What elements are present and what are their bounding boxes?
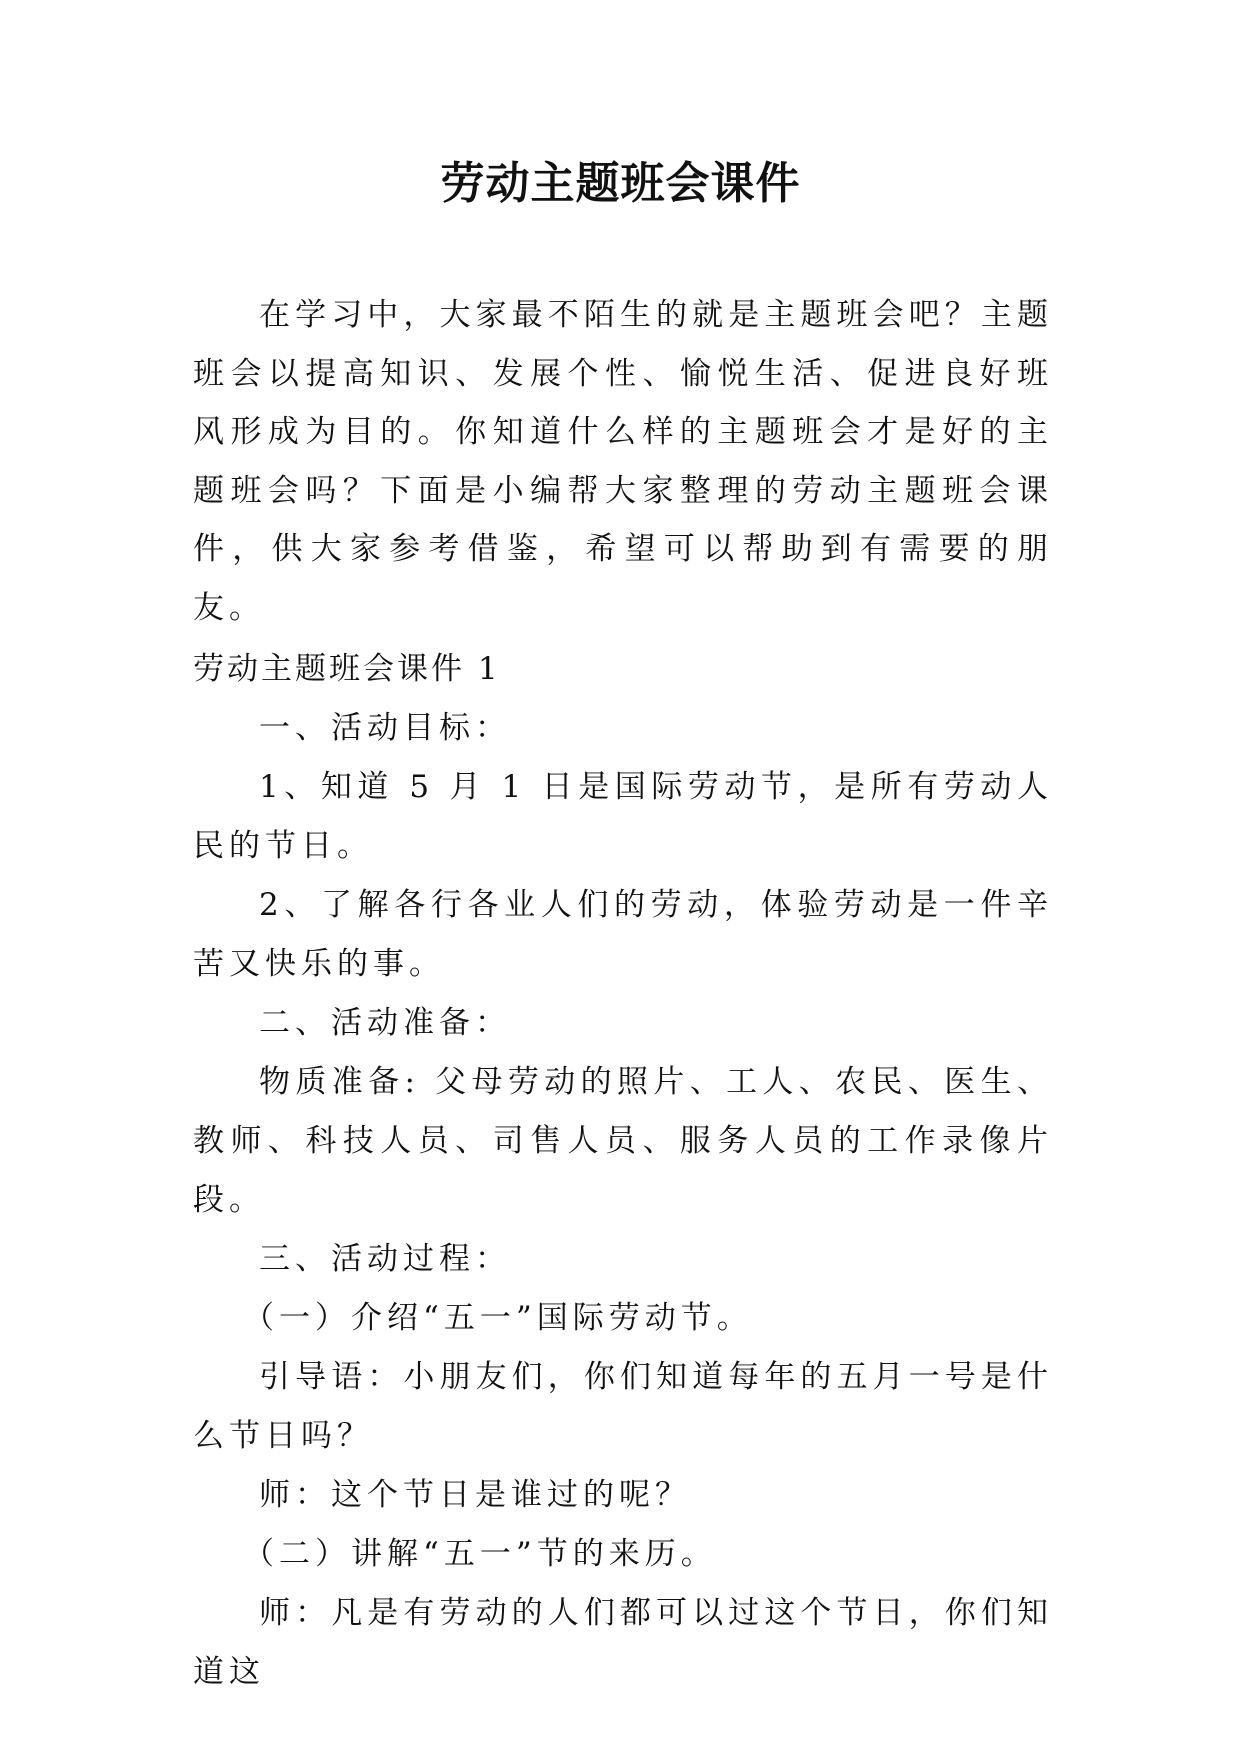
activity-prep-heading: 二、活动准备：: [259, 1005, 511, 1041]
process-step-2: （二）讲解“五一”节的来历。: [243, 1536, 717, 1572]
guide-text-paragraph: 引导语：小朋友们，你们知道每年的五月一号是什么节日吗？: [193, 1359, 1053, 1454]
goal-item-1: 1、知道 5 月 1 日是国际劳动节，是所有劳动人民的节日。: [193, 769, 1053, 864]
intro-paragraph: 在学习中，大家最不陌生的就是主题班会吧？主题班会以提高知识、发展个性、愉悦生活、促进良好班风形成为目的。你知道什么样的主题班会才是好的主题班会吗？下面是小编帮大家整理的劳动主题班会课件，供大家参考借鉴，希望可以帮助到有需要的朋友。: [193, 297, 1053, 626]
document-title: 劳动主题班会课件: [440, 158, 801, 209]
teacher-question-paragraph: 师：这个节日是谁过的呢？: [259, 1477, 691, 1513]
material-prep-paragraph: 物质准备: 父母劳动的照片、工人、农民、医生、教师、科技人员、司售人员、服务人员的工作录像片段。: [193, 1064, 1053, 1218]
activity-process-heading: 三、活动过程：: [259, 1241, 511, 1277]
teacher-explanation-paragraph: 师：凡是有劳动的人们都可以过这个节日，你们知道这: [193, 1595, 1053, 1690]
goal-item-2: 2、了解各行各业人们的劳动，体验劳动是一件辛苦又快乐的事。: [193, 887, 1053, 982]
process-step-1: （一）介绍“五一”国际劳动节。: [243, 1300, 753, 1336]
activity-goals-heading: 一、活动目标：: [259, 710, 511, 746]
section-heading: 劳动主题班会课件 1: [193, 651, 501, 687]
document-body: [193, 640, 1053, 1702]
